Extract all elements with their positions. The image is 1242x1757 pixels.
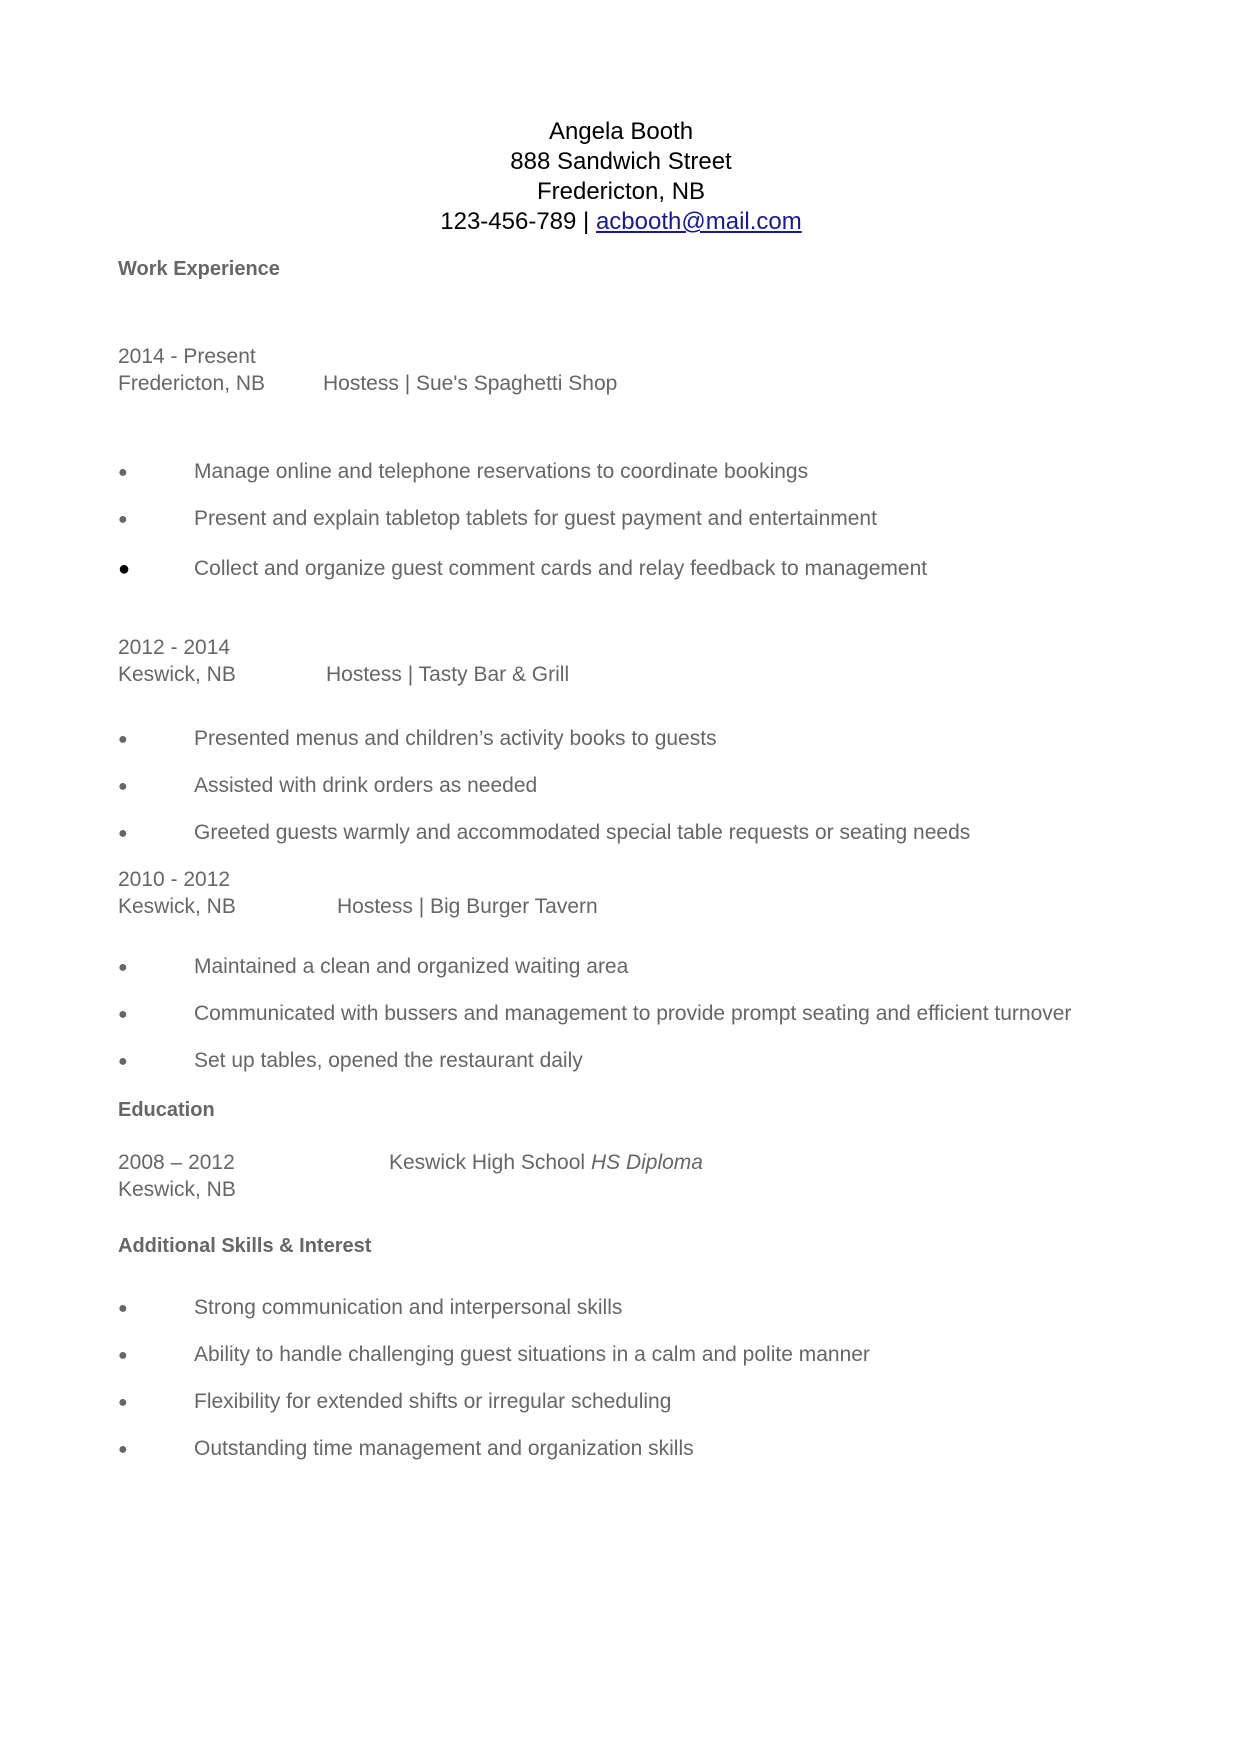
job-location: Keswick, NB [118,895,236,918]
bullet-text: Collect and organize guest comment cards and relay feedback to management [194,557,928,580]
list-item [118,727,1178,757]
list-item [118,1390,1178,1420]
city-province: Fredericton, NB [536,178,706,205]
bullet-text: Maintained a clean and organized waiting area [194,955,629,978]
phone-number: 123-456-789 [440,208,577,235]
job-dates: 2014 - Present [118,345,256,368]
job-position: Hostess | Big Burger Tavern [337,895,598,918]
bullet-icon: ● [118,731,128,748]
education-dates: 2008 – 2012 [118,1151,235,1174]
bullet-icon: ● [118,1441,128,1458]
school-name: Keswick High School [389,1151,586,1174]
bullet-icon: ● [118,1300,128,1317]
job-location: Keswick, NB [118,663,236,686]
phone-email-line [0,207,1242,237]
bullet-icon: ● [118,1347,128,1364]
job-position: Hostess | Sue's Spaghetti Shop [323,372,618,395]
street-address: 888 Sandwich Street [510,148,732,175]
list-item [118,1002,1178,1032]
contact-header [0,117,1242,237]
contact-separator: | [576,208,596,235]
bullet-icon: ● [118,464,128,481]
education-heading: Education [118,1099,215,1121]
bullet-icon: ● [118,1006,128,1023]
bullet-text: Presented menus and children’s activity books to guests [194,727,717,750]
applicant-name: Angela Booth [548,118,694,145]
bullet-icon: ● [118,1053,128,1070]
bullet-text: Communicated with bussers and management to provide prompt seating and efficient turnover [194,1002,1072,1025]
skills-heading: Additional Skills & Interest [118,1235,372,1257]
list-item [118,1437,1178,1467]
education-location: Keswick, NB [118,1178,236,1201]
job-dates: 2012 - 2014 [118,636,231,659]
bullet-text: Set up tables, opened the restaurant daily [194,1049,583,1072]
bullet-text: Assisted with drink orders as needed [194,774,538,797]
job-dates: 2010 - 2012 [118,868,231,891]
bullet-text: Ability to handle challenging guest situations in a calm and polite manner [194,1343,870,1366]
list-item [118,774,1178,804]
job-location: Fredericton, NB [118,372,266,395]
bullet-icon: ● [118,825,128,842]
bullet-text: Strong communication and interpersonal skills [194,1296,623,1319]
list-item [118,955,1178,985]
bullet-text: Greeted guests warmly and accommodated special table requests or seating needs [194,821,971,844]
bullet-text: Manage online and telephone reservations to coordinate bookings [194,460,809,483]
list-item [118,507,1178,537]
bullet-icon: ● [118,511,128,528]
list-item [118,460,1178,490]
bullet-icon: ● [118,558,131,580]
bullet-icon: ● [118,959,128,976]
bullet-icon: ● [118,778,128,795]
work-experience-heading: Work Experience [118,258,280,280]
bullet-text: Present and explain tabletop tablets for guest payment and entertainment [194,507,877,530]
education-school-line [389,1151,703,1175]
list-item [118,1049,1178,1079]
bullet-text: Outstanding time management and organization skills [194,1437,694,1460]
bullet-text: Flexibility for extended shifts or irregular scheduling [194,1390,672,1413]
diploma-name: HS Diploma [590,1151,703,1174]
email-link[interactable]: acbooth@mail.com [595,208,802,235]
list-item [118,1296,1178,1326]
bullet-icon: ● [118,1394,128,1411]
list-item [118,1343,1178,1373]
job-position: Hostess | Tasty Bar & Grill [326,663,570,686]
list-item [118,557,1178,587]
list-item [118,821,1178,851]
